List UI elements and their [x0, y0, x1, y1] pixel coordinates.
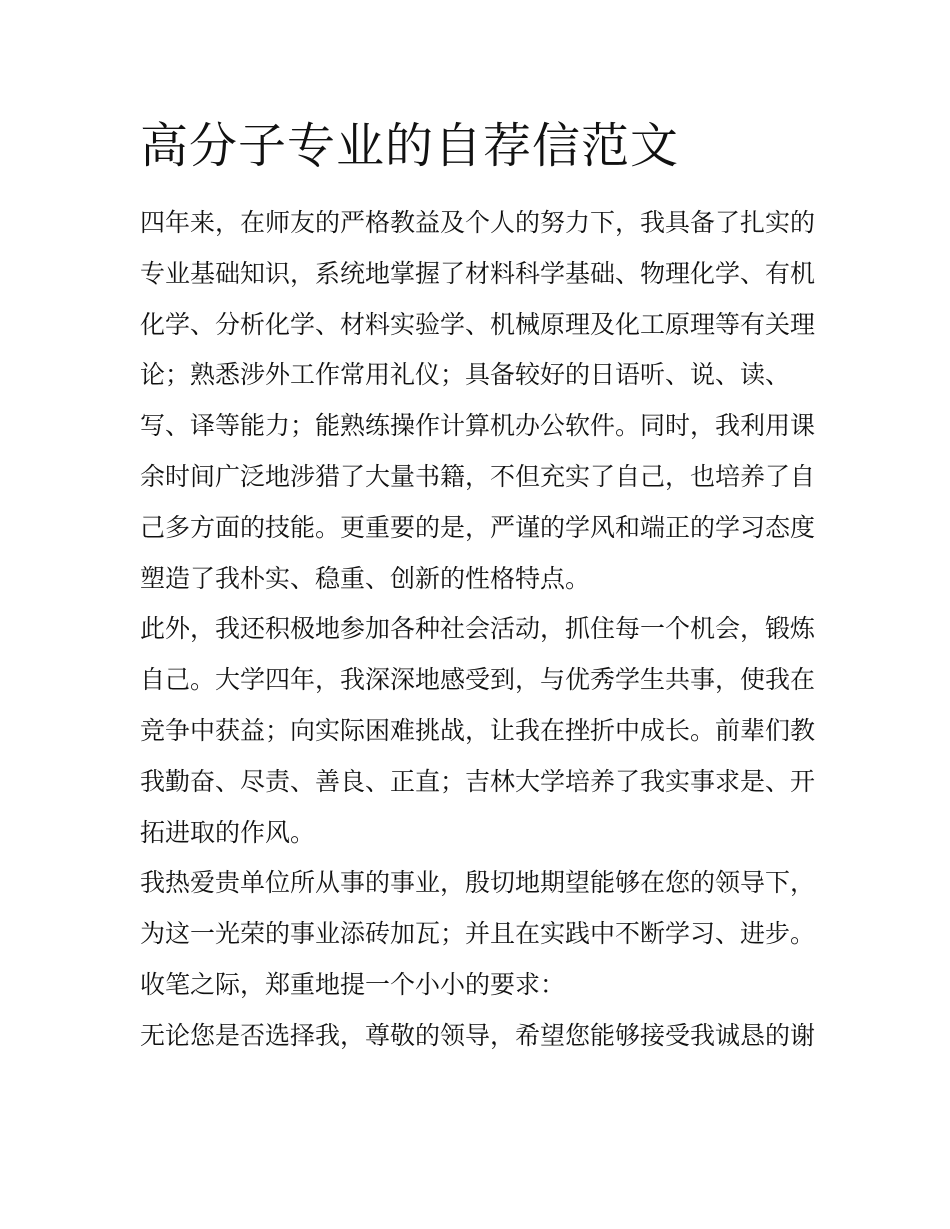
- body-line: 竞争中获益；向实际困难挑战，让我在挫折中成长。前辈们教: [140, 715, 816, 745]
- body-line: 己多方面的技能。更重要的是，严谨的学风和端正的学习态度: [140, 512, 816, 542]
- body-line: 拓进取的作风。: [140, 817, 316, 847]
- body-line: 论；熟悉涉外工作常用礼仪；具备较好的日语听、说、读、: [140, 360, 791, 390]
- body-line: 塑造了我朴实、稳重、创新的性格特点。: [140, 563, 591, 593]
- body-line: 四年来，在师友的严格教益及个人的努力下，我具备了扎实的: [140, 208, 816, 237]
- body-line: 无论您是否选择我，尊敬的领导，希望您能够接受我诚恳的谢: [140, 1020, 816, 1050]
- document-title: 高分子专业的自荐信范文: [140, 118, 680, 174]
- body-line: 我勤奋、尽责、善良、正直；吉林大学培养了我实事求是、开: [140, 766, 816, 796]
- body-line: 余时间广泛地涉猎了大量书籍，不但充实了自己，也培养了自: [140, 461, 816, 491]
- body-line: 我热爱贵单位所从事的事业，殷切地期望能够在您的领导下，: [140, 868, 816, 898]
- body-line: 自己。大学四年，我深深地感受到，与优秀学生共事，使我在: [140, 665, 816, 695]
- body-line: 化学、分析化学、材料实验学、机械原理及化工原理等有关理: [140, 309, 816, 339]
- body-line: 写、译等能力；能熟练操作计算机办公软件。同时，我利用课: [140, 411, 816, 441]
- body-line: 专业基础知识，系统地掌握了材料科学基础、物理化学、有机: [140, 258, 816, 288]
- body-line: 为这一光荣的事业添砖加瓦；并且在实践中不断学习、进步。: [140, 919, 816, 949]
- document-body: [140, 198, 820, 1062]
- body-line: 收笔之际，郑重地提一个小小的要求：: [140, 969, 566, 999]
- body-line: 此外，我还积极地参加各种社会活动，抓住每一个机会，锻炼: [140, 614, 816, 644]
